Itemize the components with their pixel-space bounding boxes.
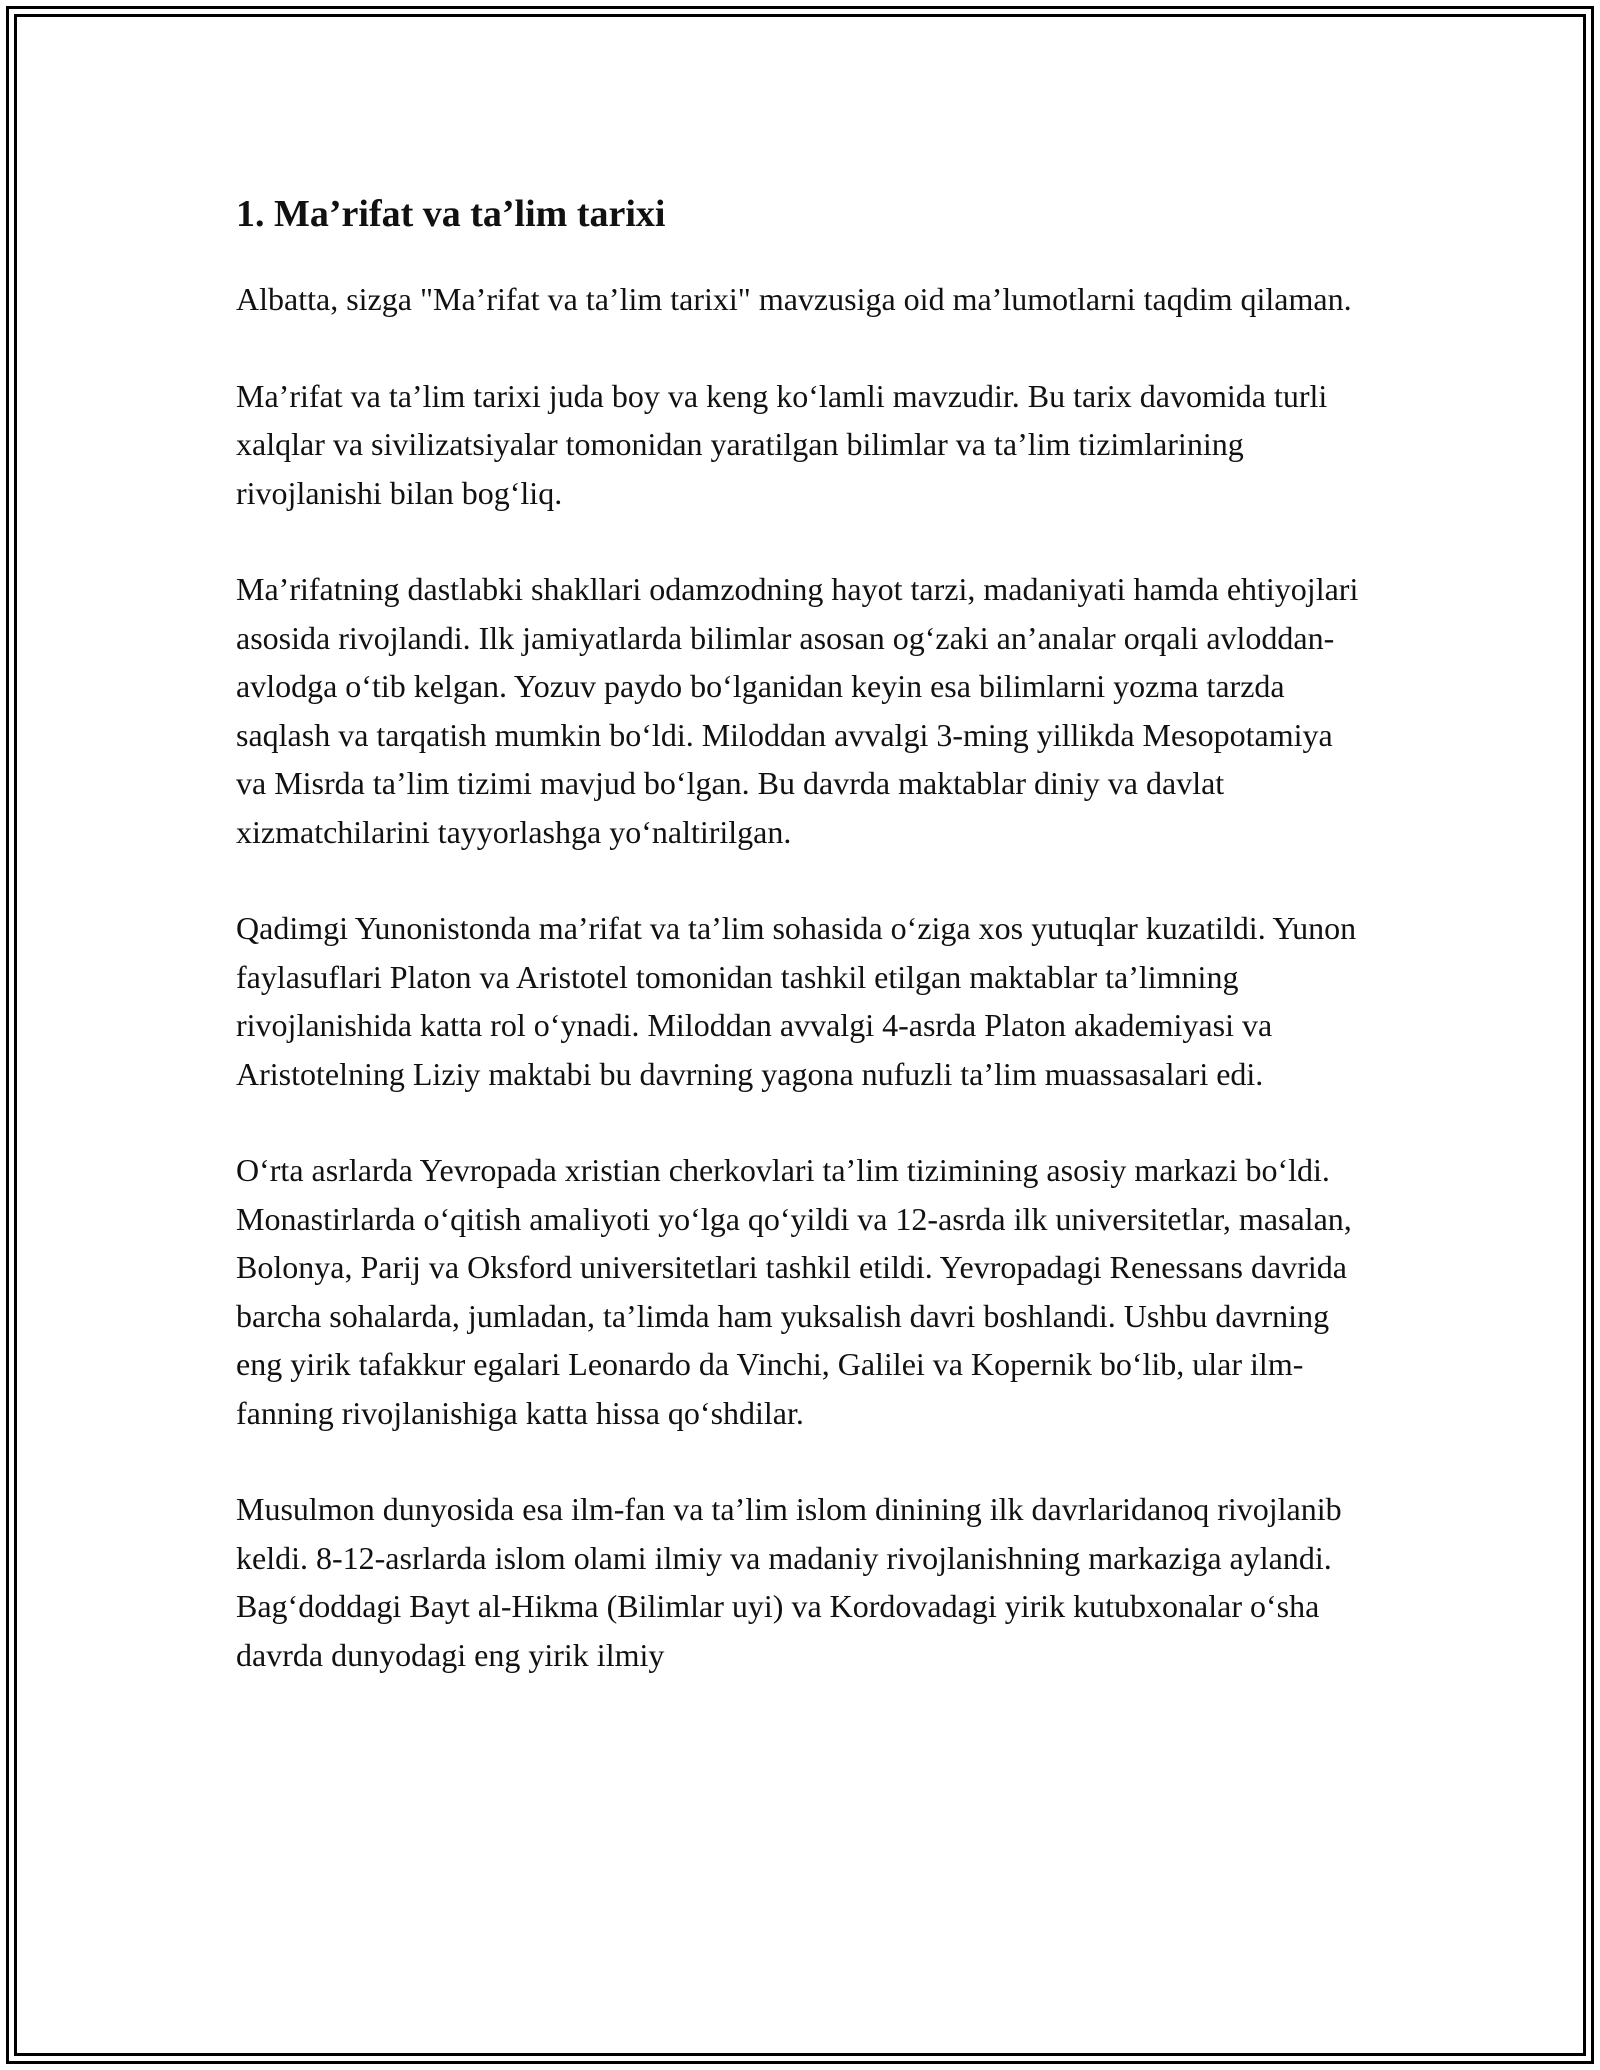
paragraph-middle-ages: O‘rta asrlarda Yevropada xristian cherkovlari ta’lim tizimining asosiy markazi bo‘ldi. Monastirlarda o‘qitish amaliyoti yo‘lga qo‘yildi va 12-asrda ilk universitetlar, masalan, Bolonya, Parij va Oksford universitetlari tashkil etildi. Yevropadagi Renessans davrida barcha sohalarda, jumladan, ta’limda ham yuksalish davri boshlandi. Ushbu davrning eng yirik tafakkur egalari Leonardo da Vinchi, Galilei va Kopernik bo‘lib, ular ilm-fanning rivojlanishiga katta hissa qo‘shdilar.: [236, 1152, 1352, 1431]
paragraph-ancient-greece: Qadimgi Yunonistonda ma’rifat va ta’lim sohasida o‘ziga xos yutuqlar kuzatildi. Yunon faylasuflari Platon va Aristotel tomonidan tashkil etilgan maktablar ta’limning rivojlanishida katta rol o‘ynadi. Miloddan avvalgi 4-asrda Platon akademiyasi va Aristotelning Liziy maktabi bu davrning yagona nufuzli ta’lim muassasalari edi.: [236, 910, 1357, 1092]
paragraph-early-forms: Ma’rifatning dastlabki shakllari odamzodning hayot tarzi, madaniyati hamda ehtiyojlari asosida rivojlandi. Ilk jamiyatlarda bilimlar asosan og‘zaki an’analar orqali avloddan-avlodga o‘tib kelgan. Yozuv paydo bo‘lganidan keyin esa bilimlarni yozma tarzda saqlash va tarqatish mumkin bo‘ldi. Miloddan avvalgi 3-ming yillikda Mesopotamiya va Misrda ta’lim tizimi mavjud bo‘lgan. Bu davrda maktablar diniy va davlat xizmatchilarini tayyorlashga yo‘naltirilgan.: [236, 571, 1359, 850]
paragraph-muslim-world: Musulmon dunyosida esa ilm-fan va ta’lim islom dinining ilk davrlaridanoq rivojlanib keldi. 8-12-asrlarda islom olami ilmiy va madaniy rivojlanishning markaziga aylandi. Bag‘doddagi Bayt al-Hikma (Bilimlar uyi) va Kordovadagi yirik kutubxonalar o‘sha davrda dunyodagi eng yirik ilmiy: [236, 1491, 1342, 1673]
paragraph-intro: Albatta, sizga "Ma’rifat va ta’lim tarixi" mavzusiga oid ma’lumotlarni taqdim qilaman.: [236, 281, 1352, 317]
paragraph-overview: Ma’rifat va ta’lim tarixi juda boy va keng ko‘lamli mavzudir. Bu tarix davomida turli xalqlar va sivilizatsiyalar tomonidan yaratilgan bilimlar va ta’lim tizimlarining rivojlanishi bilan bog‘liq.: [236, 377, 1328, 511]
document-body: [236, 186, 1366, 1727]
document-title: 1. Ma’rifat va ta’lim tarixi: [236, 193, 666, 235]
